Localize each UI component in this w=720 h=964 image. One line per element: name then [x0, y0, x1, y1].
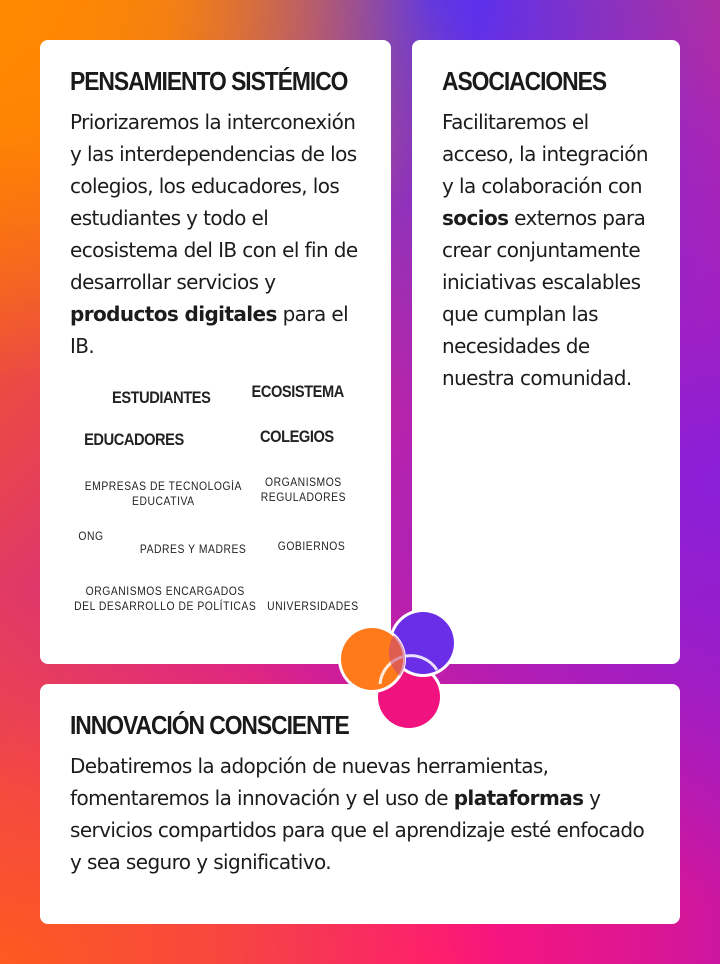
word-colegios: COLEGIOS — [260, 427, 334, 446]
word-universidades: UNIVERSIDADES — [267, 601, 359, 613]
word-ong: ONG — [78, 531, 104, 543]
card-title: INNOVACIÓN CONSCIENTE — [70, 710, 349, 740]
overlapping-circles-icon — [332, 605, 462, 735]
card-body: Priorizaremos la interconexión y las interdependencias de los colegios, los educadores, los estudiantes y todo el ecosistema del IB con el fin de desarrollar servicios y productos digitales para el IB. — [70, 110, 358, 358]
word-estudiantes: ESTUDIANTES — [112, 388, 211, 407]
highlight-text: socios — [442, 206, 509, 230]
word-educadores: EDUCADORES — [84, 430, 184, 449]
word-gobiernos: GOBIERNOS — [277, 541, 346, 553]
partnerships-card — [412, 40, 680, 664]
word-organismos-reguladores: ORGANISMOS REGULADORES — [260, 477, 347, 504]
highlight-text: productos digitales — [70, 302, 277, 326]
word-organismos-politicas: ORGANISMOS ENCARGADOS DEL DESARROLLO DE POLÍTICAS — [74, 586, 257, 613]
word-padres: PADRES Y MADRES — [139, 544, 247, 556]
card-title: PENSAMIENTO SISTÉMICO — [70, 66, 348, 96]
card-body: Debatiremos la adopción de nuevas herramientas, fomentaremos la innovación y el uso de plataformas y servicios compartidos para que el aprendizaje esté enfocado y sea seguro y significativo. — [70, 754, 645, 874]
card-body: Facilitaremos el acceso, la integración y la colaboración con socios externos para crear conjuntamente iniciativas escalables que cumplan las necesidades de nuestra comunidad. — [442, 110, 648, 390]
highlight-text: plataformas — [453, 786, 584, 810]
card-title: ASOCIACIONES — [442, 66, 607, 96]
systemic-thinking-card — [40, 40, 391, 664]
word-empresas: EMPRESAS DE TECNOLOGÍA EDUCATIVA — [84, 481, 242, 508]
word-ecosistema: ECOSISTEMA — [251, 382, 344, 401]
